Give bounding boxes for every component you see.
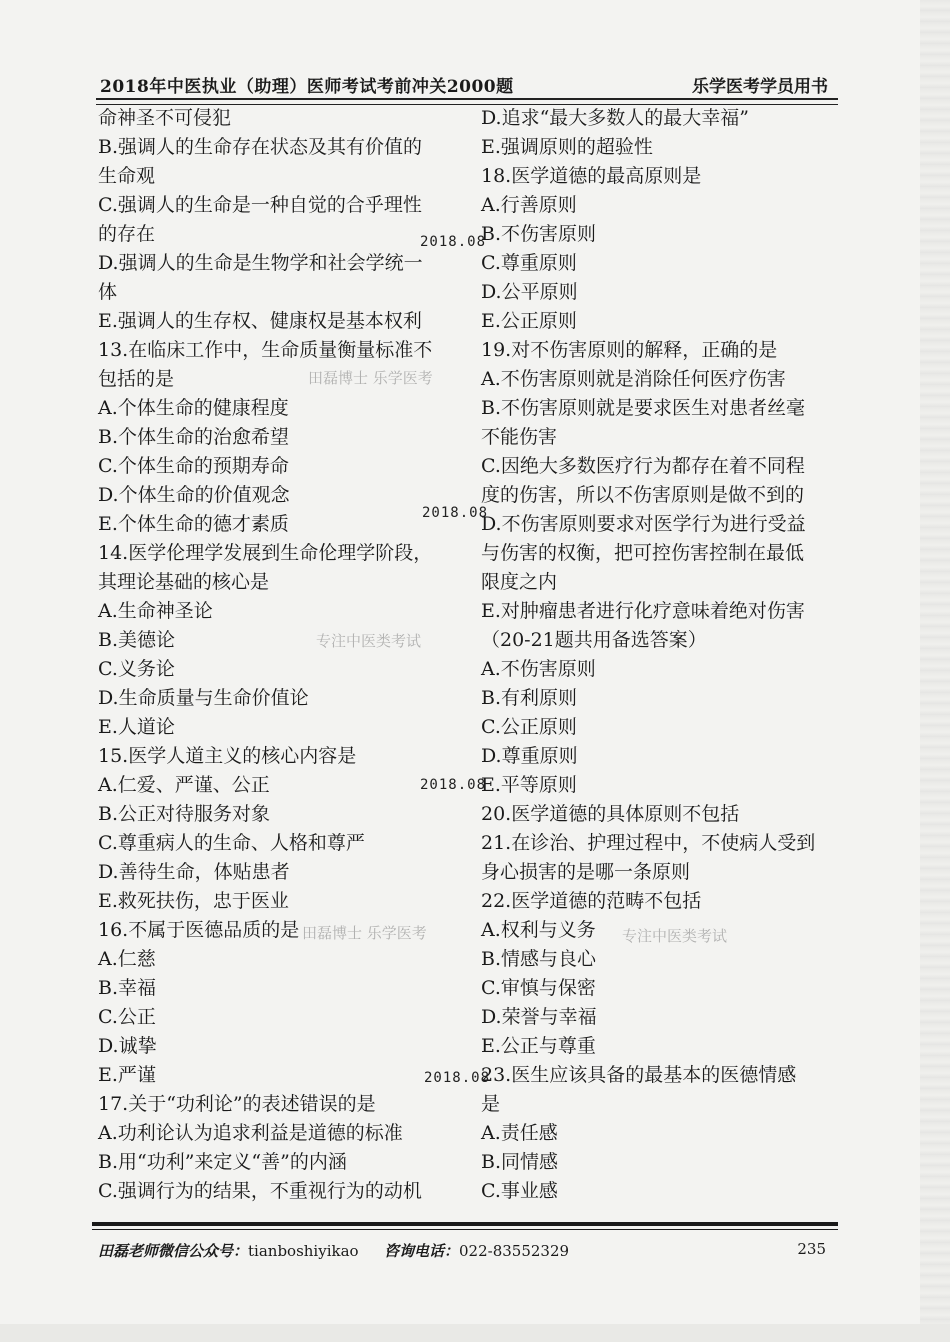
text-line: B.不伤害原则 bbox=[481, 223, 597, 245]
text-line: A.功利论认为追求利益是道德的标准 bbox=[98, 1122, 403, 1144]
text-line: 17.关于“功利论”的表述错误的是 bbox=[98, 1093, 376, 1115]
date-stamp: 2018.08 bbox=[424, 1070, 491, 1086]
text-line: （20-21题共用备选答案） bbox=[481, 629, 707, 651]
text-line: E.对肿瘤患者进行化疗意味着绝对伤害 bbox=[481, 600, 805, 622]
wechat-value: tianboshiyikao bbox=[248, 1242, 359, 1260]
watermark: 田磊博士 乐学医考 bbox=[308, 369, 433, 387]
text-line: 15.医学人道主义的核心内容是 bbox=[98, 745, 357, 767]
text-line: E.强调人的生存权、健康权是基本权利 bbox=[98, 310, 422, 332]
text-line: A.仁爱、严谨、公正 bbox=[98, 774, 270, 796]
text-line: D.强调人的生命是生物学和社会学统一 bbox=[98, 252, 423, 274]
wechat-label: 田磊老师微信公众号： bbox=[98, 1242, 249, 1260]
text-line: 与伤害的权衡，把可控伤害控制在最低 bbox=[481, 542, 805, 564]
page-number: 235 bbox=[797, 1240, 826, 1258]
text-line: 身心损害的是哪一条原则 bbox=[481, 861, 691, 883]
footer-phone bbox=[384, 1240, 569, 1261]
text-line: 是 bbox=[481, 1093, 501, 1115]
text-line: 命神圣不可侵犯 bbox=[98, 107, 232, 129]
running-header-title: 2018年中医执业（助理）医师考试考前冲关2000题 bbox=[100, 77, 514, 97]
text-line: D.个体生命的价值观念 bbox=[98, 484, 290, 506]
footer-rule bbox=[92, 1229, 838, 1230]
text-line: E.人道论 bbox=[98, 716, 175, 738]
text-line: D.生命质量与生命价值论 bbox=[98, 687, 309, 709]
text-line: 23.医生应该具备的最基本的医德情感 bbox=[481, 1064, 797, 1086]
text-line: C.事业感 bbox=[481, 1180, 558, 1202]
text-line: D.荣誉与幸福 bbox=[481, 1006, 597, 1028]
text-line: 14.医学伦理学发展到生命伦理学阶段， bbox=[98, 542, 433, 564]
text-line: 21.在诊治、护理过程中，不使病人受到 bbox=[481, 832, 816, 854]
text-line: C.强调行为的结果，不重视行为的动机 bbox=[98, 1180, 422, 1202]
text-line: 19.对不伤害原则的解释，正确的是 bbox=[481, 339, 778, 361]
text-line: A.个体生命的健康程度 bbox=[98, 397, 289, 419]
text-line: E.个体生命的德才素质 bbox=[98, 513, 289, 535]
text-line: B.有利原则 bbox=[481, 687, 578, 709]
text-line: C.因绝大多数医疗行为都存在着不同程 bbox=[481, 455, 805, 477]
footer-wechat bbox=[98, 1240, 359, 1261]
text-line: C.个体生命的预期寿命 bbox=[98, 455, 289, 477]
text-line: A.权利与义务 bbox=[481, 919, 596, 941]
scan-bottom-edge bbox=[0, 1324, 950, 1342]
text-line: A.行善原则 bbox=[481, 194, 577, 216]
scan-edge bbox=[920, 0, 950, 1342]
date-stamp: 2018.08 bbox=[420, 234, 487, 250]
text-line: B.强调人的生命存在状态及其有价值的 bbox=[98, 136, 423, 158]
running-header-book: 乐学医考学员用书 bbox=[692, 77, 828, 97]
text-line: D.公平原则 bbox=[481, 281, 578, 303]
text-line: 度的伤害，所以不伤害原则是做不到的 bbox=[481, 484, 805, 506]
footer-rule bbox=[92, 1222, 838, 1226]
text-line: 13.在临床工作中，生命质量衡量标准不 bbox=[98, 339, 433, 361]
text-line: B.个体生命的治愈希望 bbox=[98, 426, 290, 448]
text-line: 生命观 bbox=[98, 165, 156, 187]
header-rule bbox=[96, 98, 838, 100]
text-line: C.尊重原则 bbox=[481, 252, 577, 274]
watermark: 田磊博士 乐学医考 bbox=[302, 924, 427, 942]
text-line: D.尊重原则 bbox=[481, 745, 578, 767]
text-line: E.严谨 bbox=[98, 1064, 156, 1086]
text-line: E.强调原则的超验性 bbox=[481, 136, 653, 158]
text-line: E.平等原则 bbox=[481, 774, 577, 796]
right-column bbox=[481, 104, 821, 1206]
text-line: E.公正与尊重 bbox=[481, 1035, 596, 1057]
text-line: A.不伤害原则 bbox=[481, 658, 596, 680]
text-line: C.义务论 bbox=[98, 658, 175, 680]
text-line: D.诚挚 bbox=[98, 1035, 157, 1057]
text-line: B.幸福 bbox=[98, 977, 157, 999]
text-line: B.公正对待服务对象 bbox=[98, 803, 271, 825]
text-line: C.公正 bbox=[98, 1006, 156, 1028]
text-line: A.生命神圣论 bbox=[98, 600, 213, 622]
text-line: 22.医学道德的范畴不包括 bbox=[481, 890, 702, 912]
text-line: 限度之内 bbox=[481, 571, 558, 593]
text-line: D.追求“最大多数人的最大幸福” bbox=[481, 107, 750, 129]
text-line: B.美德论 bbox=[98, 629, 176, 651]
text-line: A.不伤害原则就是消除任何医疗伤害 bbox=[481, 368, 786, 390]
text-line: E.救死扶伤，忠于医业 bbox=[98, 890, 289, 912]
phone-value: 022-83552329 bbox=[459, 1242, 570, 1260]
text-line: C.公正原则 bbox=[481, 716, 577, 738]
text-line: B.用“功利”来定义“善”的内涵 bbox=[98, 1151, 347, 1173]
text-line: 体 bbox=[98, 281, 118, 303]
left-column bbox=[98, 104, 434, 1206]
text-line: B.同情感 bbox=[481, 1151, 559, 1173]
text-line: C.强调人的生命是一种自觉的合乎理性 bbox=[98, 194, 422, 216]
text-line: A.责任感 bbox=[481, 1122, 558, 1144]
text-line: C.尊重病人的生命、人格和尊严 bbox=[98, 832, 365, 854]
watermark: 专注中医类考试 bbox=[622, 927, 728, 945]
text-line: A.仁慈 bbox=[98, 948, 156, 970]
date-stamp: 2018.08 bbox=[422, 505, 489, 521]
text-line: C.审慎与保密 bbox=[481, 977, 596, 999]
text-line: 不能伤害 bbox=[481, 426, 558, 448]
date-stamp: 2018.08 bbox=[420, 777, 487, 793]
text-line: B.不伤害原则就是要求医生对患者丝毫 bbox=[481, 397, 806, 419]
text-line: 16.不属于医德品质的是 bbox=[98, 919, 300, 941]
phone-label: 咨询电话： bbox=[384, 1242, 460, 1260]
text-line: 18.医学道德的最高原则是 bbox=[481, 165, 702, 187]
text-line: D.不伤害原则要求对医学行为进行受益 bbox=[481, 513, 806, 535]
text-line: 其理论基础的核心是 bbox=[98, 571, 270, 593]
text-line: 20.医学道德的具体原则不包括 bbox=[481, 803, 740, 825]
text-line: 包括的是 bbox=[98, 368, 175, 390]
text-line: D.善待生命，体贴患者 bbox=[98, 861, 290, 883]
watermark: 专注中医类考试 bbox=[316, 632, 422, 650]
text-line: E.公正原则 bbox=[481, 310, 577, 332]
text-line: 的存在 bbox=[98, 223, 156, 245]
text-line: B.情感与良心 bbox=[481, 948, 597, 970]
